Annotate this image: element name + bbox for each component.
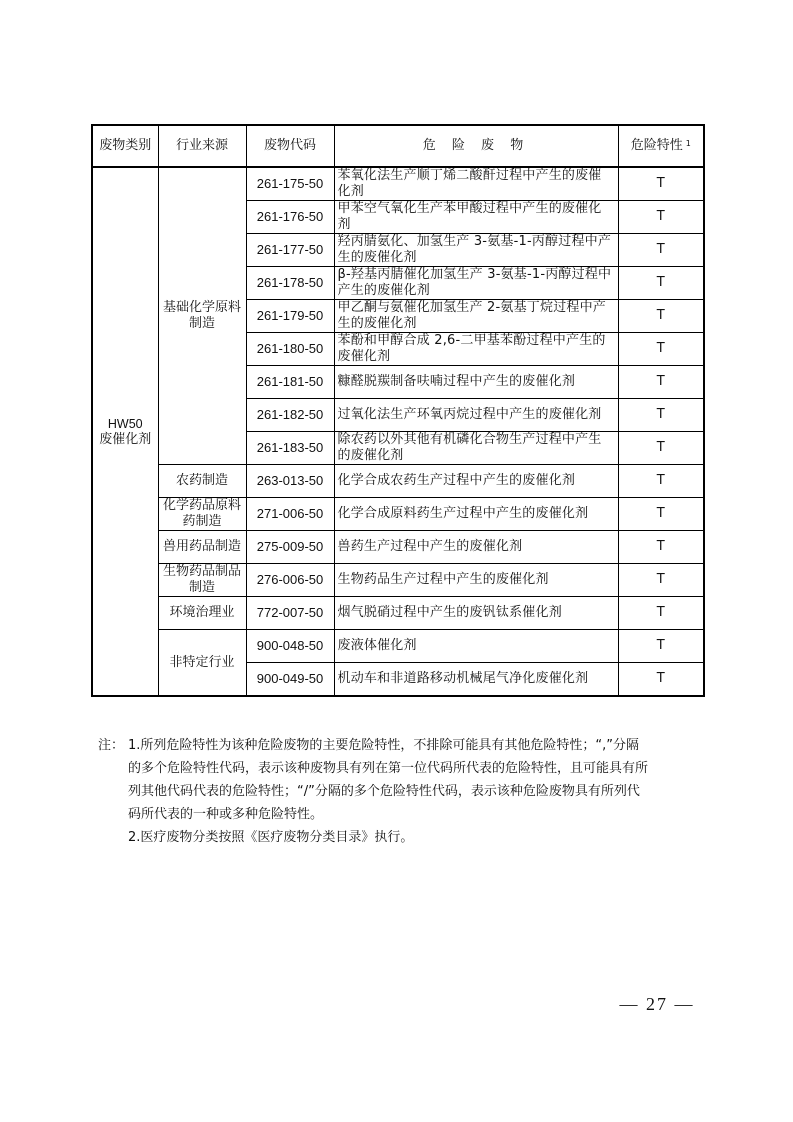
waste-code: 772-007-50 [246, 597, 334, 630]
hazard-characteristic: T [618, 597, 704, 630]
table-row [92, 531, 704, 564]
header-industry: 行业来源 [158, 125, 246, 167]
waste-description: 烟气脱硝过程中产生的废钒钛系催化剂 [334, 597, 618, 630]
waste-description: 化学合成农药生产过程中产生的废催化剂 [334, 465, 618, 498]
industry-cell: 农药制造 [158, 465, 246, 498]
table-row [92, 597, 704, 630]
industry-cell: 非特定行业 [158, 630, 246, 697]
waste-description: 化学合成原料药生产过程中产生的废催化剂 [334, 498, 618, 531]
industry-cell: 化学药品原料药制造 [158, 498, 246, 531]
header-hazard [618, 125, 704, 167]
waste-description: 甲苯空气氧化生产苯甲酸过程中产生的废催化剂 [334, 201, 618, 234]
waste-description: 机动车和非道路移动机械尾气净化废催化剂 [334, 663, 618, 697]
note-text: 医疗废物分类按照《医疗废物分类目录》执行。 [140, 830, 414, 845]
note-line: 码所代表的一种或多种危险特性。 [128, 807, 324, 822]
waste-code: 261-181-50 [246, 366, 334, 399]
waste-description: 过氧化法生产环氧丙烷过程中产生的废催化剂 [334, 399, 618, 432]
note-line: 的多个危险特性代码，表示该种废物具有列在第一位代码所代表的危险特性，且可能具有所 [128, 761, 649, 776]
waste-description: 生物药品生产过程中产生的废催化剂 [334, 564, 618, 597]
hazard-characteristic: T [618, 498, 704, 531]
waste-code: 261-179-50 [246, 300, 334, 333]
waste-description: 糠醛脱羰制备呋喃过程中产生的废催化剂 [334, 366, 618, 399]
waste-code: 261-178-50 [246, 267, 334, 300]
hazard-characteristic: T [618, 663, 704, 697]
table-row [92, 630, 704, 663]
waste-code: 261-182-50 [246, 399, 334, 432]
waste-description: 甲乙酮与氨催化加氢生产 2-氨基丁烷过程中产生的废催化剂 [334, 300, 618, 333]
waste-code: 271-006-50 [246, 498, 334, 531]
waste-code: 261-175-50 [246, 167, 334, 201]
waste-code: 900-048-50 [246, 630, 334, 663]
table-row [92, 465, 704, 498]
hazard-characteristic: T [618, 465, 704, 498]
hazard-characteristic: T [618, 267, 704, 300]
hazard-characteristic: T [618, 630, 704, 663]
table-row [92, 498, 704, 531]
industry-cell: 生物药品制品制造 [158, 564, 246, 597]
table-header-row [92, 125, 704, 167]
waste-description: 苯酚和甲醇合成 2,6-二甲基苯酚过程中产生的废催化剂 [334, 333, 618, 366]
footnote-ref: 1 [685, 139, 691, 148]
waste-code: 276-006-50 [246, 564, 334, 597]
waste-code: 900-049-50 [246, 663, 334, 697]
hazard-characteristic: T [618, 399, 704, 432]
waste-description: 羟丙腈氨化、加氢生产 3-氨基-1-丙醇过程中产生的废催化剂 [334, 234, 618, 267]
waste-description: 苯氧化法生产顺丁烯二酸酐过程中产生的废催化剂 [334, 167, 618, 201]
hazard-characteristic: T [618, 366, 704, 399]
industry-cell: 基础化学原料制造 [158, 167, 246, 465]
hazard-characteristic: T [618, 300, 704, 333]
hazard-characteristic: T [618, 432, 704, 465]
waste-code: 261-180-50 [246, 333, 334, 366]
header-code: 废物代码 [246, 125, 334, 167]
waste-description: 兽药生产过程中产生的废催化剂 [334, 531, 618, 564]
note-item [98, 826, 700, 849]
industry-cell: 兽用药品制造 [158, 531, 246, 564]
category-code: HW50 [107, 416, 143, 431]
note-number: 1. [128, 738, 141, 753]
table-row [92, 167, 704, 201]
header-waste: 危 险 废 物 [334, 125, 618, 167]
category-name: 废催化剂 [99, 431, 152, 447]
hazard-characteristic: T [618, 201, 704, 234]
note-item [98, 734, 700, 757]
note-line: 列其他代码代表的危险特性；“/”分隔的多个危险特性代码，表示该种危险废物具有所列代 [128, 784, 640, 799]
waste-description: β-羟基丙腈催化加氢生产 3-氨基-1-丙醇过程中产生的废催化剂 [334, 267, 618, 300]
table-row [92, 564, 704, 597]
industry-cell: 环境治理业 [158, 597, 246, 630]
hazard-characteristic: T [618, 234, 704, 267]
waste-code: 275-009-50 [246, 531, 334, 564]
waste-code: 261-183-50 [246, 432, 334, 465]
hazard-characteristic: T [618, 333, 704, 366]
waste-description: 除农药以外其他有机磷化合物生产过程中产生的废催化剂 [334, 432, 618, 465]
header-category: 废物类别 [92, 125, 158, 167]
waste-description: 废液体催化剂 [334, 630, 618, 663]
waste-code: 261-177-50 [246, 234, 334, 267]
hazard-characteristic: T [618, 531, 704, 564]
note-text: 所列危险特性为该种危险废物的主要危险特性，不排除可能具有其他危险特性；“,”分隔 [140, 738, 640, 753]
hazardous-waste-table [91, 124, 705, 697]
footnotes [98, 734, 700, 849]
hazard-characteristic: T [618, 167, 704, 201]
note-number: 2. [128, 830, 141, 845]
waste-code: 263-013-50 [246, 465, 334, 498]
page-number: — 27 — [619, 994, 695, 1014]
hazard-characteristic: T [618, 564, 704, 597]
note-prefix: 注： [98, 738, 125, 753]
header-hazard-label: 危险特性 [630, 138, 683, 153]
category-cell [92, 167, 158, 696]
waste-code: 261-176-50 [246, 201, 334, 234]
